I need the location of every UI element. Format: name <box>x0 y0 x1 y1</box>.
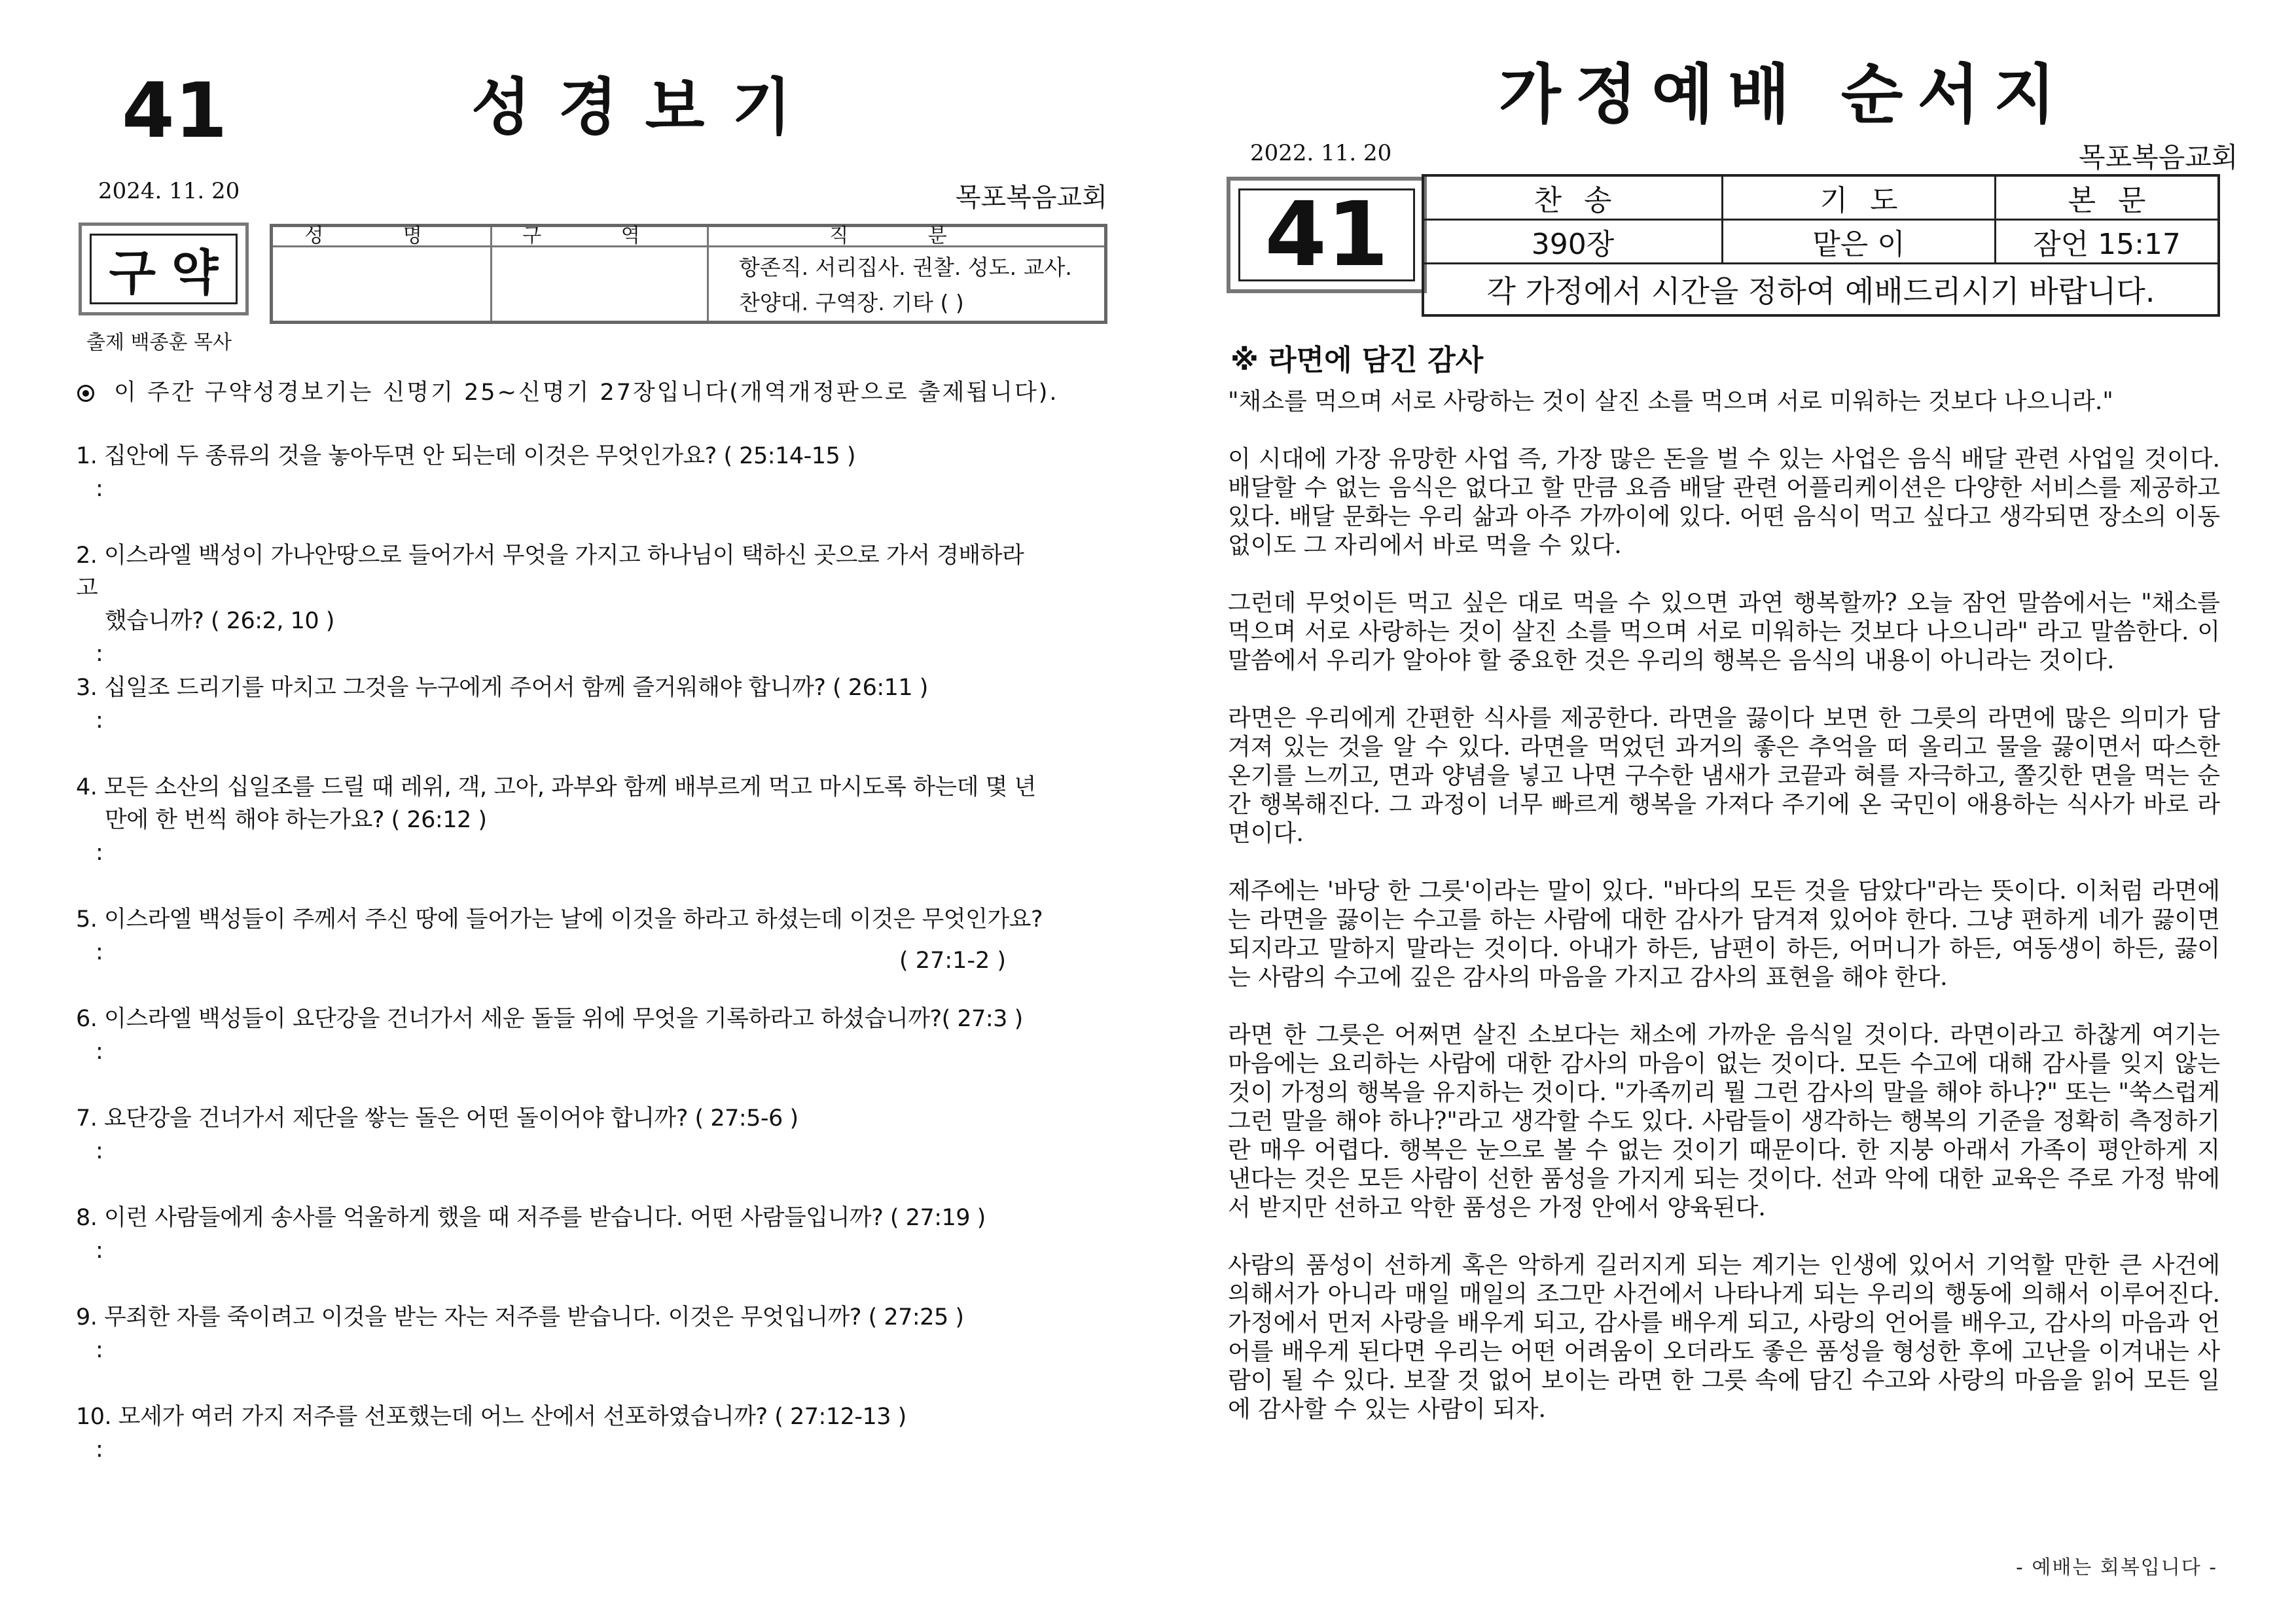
question-text: 3. 십일조 드리기를 마치고 그것을 누구에게 주어서 함께 즐거워해야 합니까? ( 26:11 ) <box>76 675 928 701</box>
answer-field[interactable]: : <box>96 1436 103 1463</box>
question-text-cont: 만에 한 번씩 해야 하는가요? ( 26:12 ) <box>105 807 487 833</box>
issue-date: 2024. 11. 20 <box>98 178 240 204</box>
answer-field[interactable]: : <box>96 1138 103 1164</box>
question-1 <box>76 440 1045 505</box>
question-text: 1. 집안에 두 종류의 것을 놓아두면 안 되는데 이것은 무엇인가요? ( 25:14-15 ) <box>76 443 856 469</box>
worship-number-box <box>1227 177 1427 293</box>
question-10 <box>76 1400 1045 1466</box>
header-name: 성 명 <box>272 226 492 247</box>
header-prayer: 기도 <box>1723 175 1996 220</box>
position-options-line1: 항존직. 서리집사. 권찰. 성도. 교사. <box>739 255 1072 280</box>
question-text: 7. 요단강을 건너가서 제단을 쌓는 돌은 어떤 돌이어야 합니까? ( 27:5-6 ) <box>76 1105 798 1132</box>
section-label-box <box>79 223 249 315</box>
question-6 <box>76 1003 1045 1068</box>
question-5-reference: ( 27:1-2 ) <box>899 948 1007 974</box>
question-text: 2. 이스라엘 백성이 가나안땅으로 들어가서 무엇을 가지고 하나님이 택하신 곳으로 가서 경배하라고 <box>76 543 1024 601</box>
page-title: 성경보기 <box>471 72 819 143</box>
sermon-paragraph: 제주에는 '바당 한 그릇'이라는 말이 있다. "바다의 모든 것을 담았다"라는 뜻이다. 이처럼 라면에는 라면을 끓이는 수고를 하는 사람에 대한 감사가 담겨져 있어야 한다. 그냥 편하게 네가 끓이면 되지라고 말하지 말라는 것이다. 아내가 하든, 남편이 하든, 어머니가 하든, 여동생이 하든, 끓이는 사람의 수고에 깊은 감사의 마음을 가지고 감사의 표현을 해야 한다. <box>1228 878 2220 991</box>
intro-text: 이 주간 구약성경보기는 신명기 25~신명기 27장입니다(개역개정판으로 출제됩니다). <box>114 380 1059 406</box>
position-options-line2: 찬양대. 구역장. 기타 ( ) <box>739 290 964 315</box>
answer-field[interactable]: : <box>96 939 103 965</box>
sermon-paragraph: 그런데 무엇이든 먹고 싶은 대로 먹을 수 있으면 과연 행복할까? 오늘 잠언 말씀에서는 "채소를 먹으며 서로 사랑하는 것이 살진 소를 먹으며 서로 미워하는 것보다 나으니라" 라고 말씀한다. 이 말씀에서 우리가 알아야 할 중요한 것은 우리의 행복은 음식의 내용이 아니라는 것이다. <box>1228 590 2220 674</box>
sermon-body <box>1228 387 2220 1453</box>
question-3 <box>76 671 1045 737</box>
bullet-icon <box>77 385 94 402</box>
question-text: 6. 이스라엘 백성들이 요단강을 건너가서 세운 돌들 위에 무엇을 기록하라고 하셨습니까?( 27:3 ) <box>76 1006 1023 1032</box>
section-label: 구약 <box>90 234 238 304</box>
answer-field[interactable]: : <box>96 1238 103 1264</box>
answer-field[interactable]: : <box>96 840 103 866</box>
sermon-paragraph: 라면 한 그릇은 어쩌면 살진 소보다는 채소에 가까운 음식일 것이다. 라면이라고 하찮게 여기는 마음에는 요리하는 사람에 대한 감사의 마음이 없는 것이다. 모든 수고에 대해 감사를 잊지 않는 것이 가정의 행복을 유지하는 것이다. "가족끼리 뭘 그런 감사의 말을 해야 하나?" 또는 "쑥스럽게 그런 말을 해야 하나?"라고 생각할 수도 있다. 사람들이 생각하는 행복의 기준을 정확히 측정하기란 매우 어렵다. 행복은 눈으로 볼 수 없는 것이기 때문이다. 한 지붕 아래서 가족이 평안하게 지낸다는 것은 모든 사람이 선한 품성을 가지게 되는 것이다. 선과 악에 대한 교육은 주로 가정 밖에서 받지만 선하고 악한 품성은 가정 안에서 양육된다. <box>1228 1022 2220 1221</box>
sermon-paragraph: 이 시대에 가장 유망한 사업 즉, 가장 많은 돈을 벌 수 있는 사업은 음식 배달 관련 사업일 것이다. 배달할 수 없는 음식은 없다고 할 만큼 요즘 배달 관련 어플리케이션은 다양한 서비스를 제공하고 있다. 배달 문화는 우리 삶과 아주 가까이에 있다. 어떤 음식이 먹고 싶다고 생각되면 장소의 이동 없이도 그 자리에서 바로 먹을 수 있다. <box>1228 446 2220 559</box>
question-text: 5. 이스라엘 백성들이 주께서 주신 땅에 들어가는 날에 이것을 하라고 하셨는데 이것은 무엇인가요? <box>76 906 1043 933</box>
question-7 <box>76 1102 1045 1168</box>
scripture-value: 잠언 15:17 <box>1996 220 2219 264</box>
worship-date: 2022. 11. 20 <box>1250 140 1392 166</box>
worship-title: 가정예배 순서지 <box>1499 58 2070 132</box>
header-hymn: 찬송 <box>1423 175 1723 220</box>
worship-number: 41 <box>1238 188 1415 281</box>
intro-line <box>77 374 1059 407</box>
sermon-paragraph: 라면은 우리에게 간편한 식사를 제공한다. 라면을 끓이다 보면 한 그릇의 라면에 많은 의미가 담겨져 있는 것을 알 수 있다. 라면을 먹었던 과거의 좋은 추억을 떠 올리고 물을 끓이면서 따스한 온기를 느끼고, 면과 양념을 넣고 나면 구수한 냄새가 코끝과 혀를 자극하고, 쫄깃한 면을 먹는 순간 행복해진다. 그 과정이 너무 빠르게 행복을 가져다 주기에 온 국민이 애용하는 식사가 바로 라면이다. <box>1228 705 2220 847</box>
answer-field[interactable]: : <box>96 1039 103 1065</box>
issue-number: 41 <box>122 67 228 155</box>
worship-order-table <box>1422 174 2220 317</box>
header-position: 직 분 <box>708 226 1106 247</box>
question-text: 9. 무죄한 자를 죽이려고 이것을 받는 자는 저주를 받습니다. 이것은 무엇입니까? ( 27:25 ) <box>76 1304 964 1330</box>
sermon-paragraph: "채소를 먹으며 서로 사랑하는 것이 살진 소를 먹으며 서로 미워하는 것보다 나으니라." <box>1228 388 2113 415</box>
answer-field[interactable]: : <box>96 707 103 734</box>
answer-field[interactable]: : <box>96 641 103 667</box>
member-info-table <box>270 224 1107 324</box>
prayer-value: 맡은 이 <box>1723 220 1996 264</box>
question-9 <box>76 1301 1045 1366</box>
answer-field[interactable]: : <box>96 1337 103 1363</box>
question-text: 8. 이런 사람들에게 송사를 억울하게 했을 때 저주를 받습니다. 어떤 사람들입니까? ( 27:19 ) <box>76 1205 986 1231</box>
sermon-paragraph: 사람의 품성이 선하게 혹은 악하게 길러지게 되는 계기는 인생에 있어서 기억할 만한 큰 사건에 의해서가 아니라 매일 매일의 조그만 사건에서 나타나게 되는 우리의 행동에 의해서 이루어진다. 가정에서 먼저 사랑을 배우게 되고, 감사를 배우게 되고, 사랑의 언어를 배우고, 감사의 마음과 언어를 배우게 된다면 우리는 어떤 어려움이 오더라도 좋은 품성을 형성한 후에 고난을 이겨내는 사람이 될 수 있다. 보잘 것 없어 보이는 라면 한 그릇 속에 담긴 수고와 사랑의 마음을 읽어 모든 일에 감사할 수 있는 사람이 되자. <box>1228 1252 2220 1423</box>
author-credit: 출제 백종훈 목사 <box>86 331 232 354</box>
header-scripture: 본문 <box>1996 175 2219 220</box>
question-4 <box>76 771 1045 869</box>
district-field[interactable] <box>492 247 708 323</box>
worship-church-name: 목포복음교회 <box>2079 141 2238 173</box>
question-text: 4. 모든 소산의 십일조를 드릴 때 레위, 객, 고아, 과부와 함께 배부르게 먹고 마시도록 하는데 몇 년 <box>76 774 1036 800</box>
church-name: 목포복음교회 <box>956 183 1107 213</box>
question-text-cont: 했습니까? ( 26:2, 10 ) <box>105 608 334 634</box>
footer-motto: - 예배는 회복입니다 - <box>2016 1556 2218 1579</box>
worship-note: 각 가정에서 시간을 정하여 예배드리시기 바랍니다. <box>1423 264 2219 316</box>
name-field[interactable] <box>272 247 492 323</box>
hymn-value: 390장 <box>1423 220 1723 264</box>
question-8 <box>76 1202 1045 1267</box>
header-district: 구 역 <box>492 226 708 247</box>
question-2 <box>76 539 1045 670</box>
position-options[interactable] <box>708 247 1106 323</box>
sermon-title: ※ 라면에 담긴 감사 <box>1230 344 1484 377</box>
answer-field[interactable]: : <box>96 476 103 502</box>
question-text: 10. 모세가 여러 가지 저주를 선포했는데 어느 산에서 선포하였습니까? ( 27:12-13 ) <box>76 1404 906 1430</box>
